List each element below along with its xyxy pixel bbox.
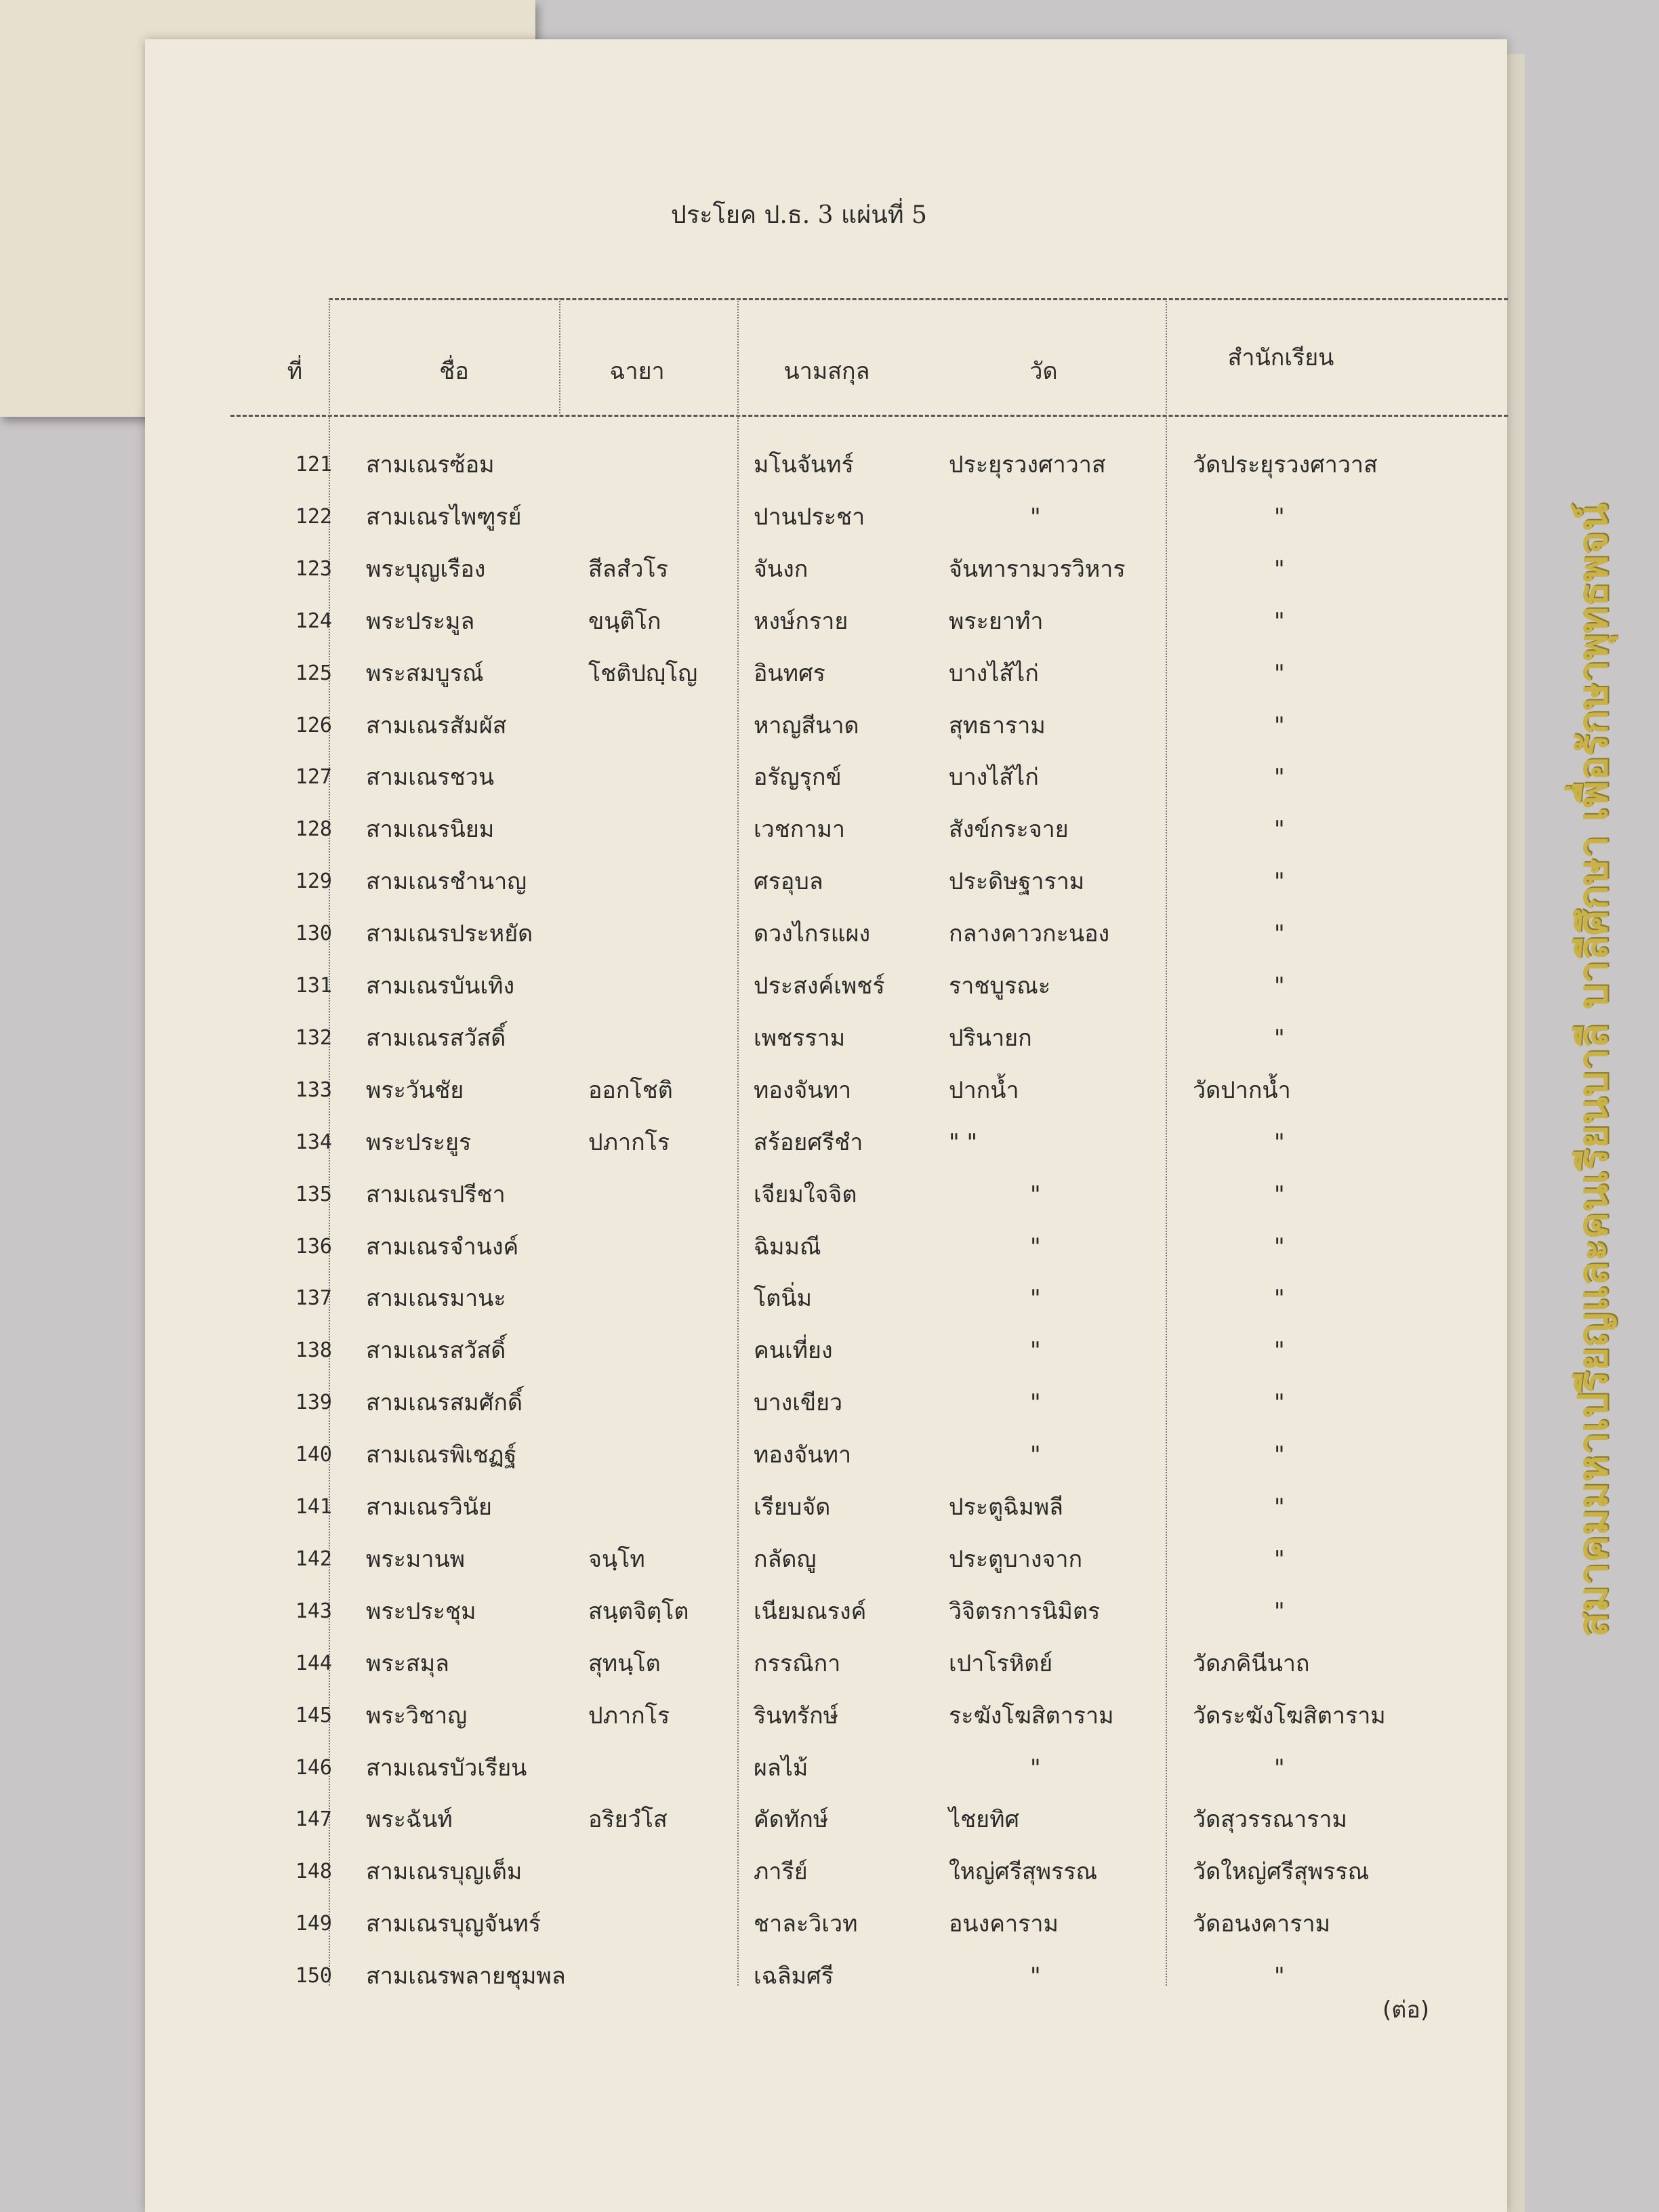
cell-surname: เวชกามา xyxy=(754,816,845,843)
cell-name: พระบุญเรือง xyxy=(366,556,486,583)
cell-surname: ฉิมมณี xyxy=(754,1233,821,1261)
cell-samnak: วัดสุวรรณาราม xyxy=(1193,1806,1347,1833)
cell-name: สามเณรบัวเรียน xyxy=(366,1755,527,1782)
cell-surname: เจียมใจจิต xyxy=(754,1181,857,1208)
cell-samnak: " xyxy=(1274,1598,1285,1625)
cell-samnak: " xyxy=(1274,1285,1285,1312)
cell-surname: อินทศร xyxy=(754,660,825,687)
cell-surname: สร้อยศรีชำ xyxy=(754,1129,863,1156)
cell-name: สามเณรบุญจันทร์ xyxy=(366,1910,541,1938)
cell-surname: หงษ์กราย xyxy=(754,608,848,635)
table-row xyxy=(0,1742,1659,1794)
cell-samnak: " xyxy=(1274,1129,1285,1156)
cell-wat: เปาโรหิตย์ xyxy=(949,1650,1053,1677)
cell-no: 130 xyxy=(295,922,332,945)
cell-samnak: " xyxy=(1274,816,1285,843)
cell-name: สามเณรพิเชฏฐ์ xyxy=(366,1441,517,1469)
cell-wat: ระฆังโฆสิตาราม xyxy=(949,1702,1114,1729)
cell-samnak: " xyxy=(1274,1546,1285,1573)
cell-name: สามเณรสวัสดิ์ xyxy=(366,1025,506,1052)
cell-wat: " xyxy=(1030,1755,1041,1782)
cell-wat: ประดิษฐาราม xyxy=(949,868,1085,895)
table-row xyxy=(0,1586,1659,1637)
header-wat: วัด xyxy=(1029,358,1058,385)
table-row xyxy=(0,596,1659,647)
cell-name: สามเณรปรีชา xyxy=(366,1181,506,1208)
cell-wat: บางไส้ไก่ xyxy=(949,764,1039,791)
cell-name: พระประมูล xyxy=(366,608,475,635)
page-title: ประโยค ป.ธ. 3 แผ่นที่ 5 xyxy=(671,201,927,229)
table-row xyxy=(0,439,1659,491)
cell-surname: เรียบจัด xyxy=(754,1494,831,1521)
cell-surname: คนเที่ยง xyxy=(754,1337,833,1364)
table-row xyxy=(0,1794,1659,1845)
continued-label: (ต่อ) xyxy=(1382,1996,1430,2024)
cell-samnak: " xyxy=(1274,764,1285,791)
cell-name: พระวันชัย xyxy=(366,1077,464,1104)
cell-samnak: " xyxy=(1274,660,1285,687)
cell-wat: ราชบูรณะ xyxy=(949,972,1051,1000)
header-samnak: สำนักเรียน xyxy=(1227,344,1334,371)
cell-name: พระประยูร xyxy=(366,1129,472,1156)
column-divider xyxy=(559,298,560,413)
cell-samnak: " xyxy=(1274,1755,1285,1782)
cell-samnak: " xyxy=(1274,504,1285,531)
cell-chaya: อริยวํโส xyxy=(588,1806,668,1833)
cell-samnak: วัดปากน้ำ xyxy=(1193,1077,1291,1104)
table-row xyxy=(0,544,1659,595)
cell-samnak: วัดอนงคาราม xyxy=(1193,1910,1331,1938)
table-row xyxy=(0,908,1659,960)
cell-chaya: ออกโชติ xyxy=(588,1077,673,1104)
cell-surname: คัดทักษ์ xyxy=(754,1806,829,1833)
cell-no: 128 xyxy=(295,817,332,841)
table-row xyxy=(0,1638,1659,1689)
header-bottom-rule xyxy=(230,415,1508,417)
cell-no: 125 xyxy=(295,661,332,685)
cell-wat: " xyxy=(1030,504,1041,531)
cell-name: สามเณรซ้อม xyxy=(366,451,495,478)
cell-samnak: " xyxy=(1274,920,1285,947)
cell-no: 135 xyxy=(295,1183,332,1206)
cell-no: 149 xyxy=(295,1912,332,1936)
cell-surname: อรัญรุกข์ xyxy=(754,764,842,791)
cell-wat: " xyxy=(1030,1181,1041,1208)
cell-samnak: " xyxy=(1274,1337,1285,1364)
cell-wat: ประยุรวงศาวาส xyxy=(949,451,1106,478)
cell-surname: ศรอุบล xyxy=(754,868,823,895)
table-row xyxy=(0,1325,1659,1376)
cell-wat: " xyxy=(1030,1441,1041,1469)
cell-surname: โตนิ่ม xyxy=(754,1285,812,1312)
cell-samnak: วัดระฆังโฆสิตาราม xyxy=(1193,1702,1386,1729)
cell-name: พระสมบูรณ์ xyxy=(366,660,484,687)
cell-chaya: ขนฺติโก xyxy=(588,608,661,635)
cell-samnak: วัดใหญ่ศรีสุพรรณ xyxy=(1193,1858,1370,1885)
table-row xyxy=(0,700,1659,752)
cell-samnak: " xyxy=(1274,712,1285,739)
cell-no: 124 xyxy=(295,609,332,633)
cell-wat: พระยาทำ xyxy=(949,608,1044,635)
table-row xyxy=(0,856,1659,907)
cell-chaya: สุทนฺโต xyxy=(588,1650,661,1677)
header-chaya: ฉายา xyxy=(609,358,665,385)
cell-wat: กลางคาวกะนอง xyxy=(949,920,1110,947)
cell-surname: เพชรราม xyxy=(754,1025,846,1052)
cell-surname: ปานประชา xyxy=(754,504,865,531)
table-row xyxy=(0,1481,1659,1533)
header-name: ชื่อ xyxy=(439,358,469,385)
cell-no: 146 xyxy=(295,1756,332,1780)
cell-wat: " xyxy=(1030,1285,1041,1312)
cell-name: พระประชุม xyxy=(366,1598,476,1625)
header-no: ที่ xyxy=(287,358,303,385)
cell-surname: มโนจันทร์ xyxy=(754,451,854,478)
cell-chaya: สนฺตจิตฺโต xyxy=(588,1598,689,1625)
cell-name: สามเณรมานะ xyxy=(366,1285,506,1312)
cell-no: 145 xyxy=(295,1704,332,1727)
cell-no: 134 xyxy=(295,1130,332,1154)
cell-chaya: สีลสํวโร xyxy=(588,556,668,583)
table-row xyxy=(0,1065,1659,1116)
cell-chaya: โชติปญฺโญ xyxy=(588,660,698,687)
table-row xyxy=(0,1221,1659,1273)
cell-surname: กลัดญู xyxy=(754,1546,817,1573)
cell-samnak: " xyxy=(1274,1389,1285,1416)
table-row xyxy=(0,1898,1659,1950)
table-row xyxy=(0,1846,1659,1898)
table-row xyxy=(0,491,1659,543)
cell-wat: " xyxy=(1030,1963,1041,1990)
table-row xyxy=(0,1169,1659,1221)
cell-samnak: " xyxy=(1274,556,1285,583)
cell-no: 148 xyxy=(295,1860,332,1883)
cell-no: 136 xyxy=(295,1235,332,1258)
cell-no: 143 xyxy=(295,1599,332,1623)
table-row xyxy=(0,1012,1659,1064)
cell-surname: ภารีย์ xyxy=(754,1858,808,1885)
cell-chaya: จนฺโท xyxy=(588,1546,645,1573)
cell-wat: สังข์กระจาย xyxy=(949,816,1069,843)
cell-name: สามเณรบุญเต็ม xyxy=(366,1858,523,1885)
cell-surname: ทองจันทา xyxy=(754,1441,852,1469)
cell-name: สามเณรวินัย xyxy=(366,1494,492,1521)
cell-wat: ปากน้ำ xyxy=(949,1077,1019,1104)
table-row xyxy=(0,1534,1659,1585)
cell-name: สามเณรจำนงค์ xyxy=(366,1233,519,1261)
cell-surname: เนียมณรงค์ xyxy=(754,1598,867,1625)
cell-surname: หาญสีนาด xyxy=(754,712,859,739)
cell-surname: เฉลิมศรี xyxy=(754,1963,834,1990)
cell-samnak: " xyxy=(1274,1963,1285,1990)
cell-surname: จันงก xyxy=(754,556,808,583)
cell-wat: " " xyxy=(949,1129,978,1156)
cell-wat: อนงคาราม xyxy=(949,1910,1059,1938)
table-row xyxy=(0,1429,1659,1481)
cell-surname: ทองจันทา xyxy=(754,1077,852,1104)
cell-name: สามเณรชำนาญ xyxy=(366,868,527,895)
cell-no: 132 xyxy=(295,1026,332,1050)
cell-wat: ประตูฉิมพลี xyxy=(949,1494,1064,1521)
header-top-rule xyxy=(329,298,1508,300)
cell-name: สามเณรพลายชุมพล xyxy=(366,1963,566,1990)
cell-surname: ชาละวิเวท xyxy=(754,1910,858,1938)
cell-name: สามเณรไพฑูรย์ xyxy=(366,504,522,531)
cell-no: 129 xyxy=(295,869,332,893)
cell-no: 142 xyxy=(295,1547,332,1571)
cell-samnak: วัดภคินีนาถ xyxy=(1193,1650,1310,1677)
cell-wat: ประตูบางจาก xyxy=(949,1546,1083,1573)
cell-no: 141 xyxy=(295,1495,332,1519)
cell-wat: ใหญ่ศรีสุพรรณ xyxy=(949,1858,1098,1885)
cell-name: พระมานพ xyxy=(366,1546,466,1573)
table-row xyxy=(0,1377,1659,1429)
cell-samnak: " xyxy=(1274,1181,1285,1208)
cell-surname: รินทรักษ์ xyxy=(754,1702,839,1729)
cell-no: 150 xyxy=(295,1964,332,1988)
cell-wat: จันทารามวรวิหาร xyxy=(949,556,1126,583)
cell-wat: ไชยทิศ xyxy=(949,1806,1020,1833)
cell-no: 140 xyxy=(295,1443,332,1467)
table-row xyxy=(0,648,1659,699)
cell-wat: สุทธาราม xyxy=(949,712,1046,739)
cell-no: 123 xyxy=(295,557,332,581)
cell-no: 127 xyxy=(295,765,332,789)
table-row xyxy=(0,960,1659,1012)
cell-samnak: " xyxy=(1274,868,1285,895)
cell-surname: ประสงค์เพชร์ xyxy=(754,972,885,1000)
cell-wat: บางไส้ไก่ xyxy=(949,660,1039,687)
cell-chaya: ปภากโร xyxy=(588,1702,670,1729)
cell-name: สามเณรนิยม xyxy=(366,816,495,843)
table-row xyxy=(0,804,1659,855)
cell-samnak: " xyxy=(1274,1441,1285,1469)
cell-surname: ดวงไกรแผง xyxy=(754,920,871,947)
table-row xyxy=(0,1273,1659,1324)
cell-no: 147 xyxy=(295,1807,332,1831)
watermark xyxy=(1525,434,1659,1708)
cell-samnak: " xyxy=(1274,1494,1285,1521)
cell-wat: " xyxy=(1030,1337,1041,1364)
cell-no: 144 xyxy=(295,1652,332,1675)
cell-samnak: " xyxy=(1274,1233,1285,1261)
cell-samnak: " xyxy=(1274,972,1285,1000)
cell-no: 126 xyxy=(295,714,332,737)
cell-surname: กรรณิกา xyxy=(754,1650,841,1677)
cell-no: 121 xyxy=(295,453,332,476)
cell-samnak: " xyxy=(1274,1025,1285,1052)
cell-name: พระสมุล xyxy=(366,1650,449,1677)
cell-no: 131 xyxy=(295,974,332,998)
header-surname: นามสกุล xyxy=(783,358,870,385)
cell-no: 139 xyxy=(295,1391,332,1414)
watermark-text: สมาคมมหาเปรียญและคนเรียนบาลี บาลีศึกษา เพื่อรักษาพุทธพจน์ xyxy=(1569,504,1617,1638)
cell-surname: ผลไม้ xyxy=(754,1755,808,1782)
cell-name: สามเณรชวน xyxy=(366,764,495,791)
cell-surname: บางเขียว xyxy=(754,1389,843,1416)
cell-name: สามเณรสมศักดิ์ xyxy=(366,1389,523,1416)
cell-samnak: " xyxy=(1274,608,1285,635)
cell-no: 138 xyxy=(295,1338,332,1362)
cell-wat: " xyxy=(1030,1233,1041,1261)
cell-name: พระวิชาญ xyxy=(366,1702,468,1729)
cell-wat: วิจิตรการนิมิตร xyxy=(949,1598,1101,1625)
cell-samnak: วัดประยุรวงศาวาส xyxy=(1193,451,1378,478)
cell-chaya: ปภากโร xyxy=(588,1129,670,1156)
cell-no: 122 xyxy=(295,505,332,529)
cell-name: สามเณรสัมผัส xyxy=(366,712,507,739)
cell-name: สามเณรบันเทิง xyxy=(366,972,515,1000)
cell-no: 137 xyxy=(295,1286,332,1310)
table-row xyxy=(0,752,1659,803)
cell-wat: ปรินายก xyxy=(949,1025,1032,1052)
cell-name: สามเณรประหยัด xyxy=(366,920,533,947)
table-row xyxy=(0,1117,1659,1168)
cell-no: 133 xyxy=(295,1078,332,1102)
table-row xyxy=(0,1690,1659,1742)
cell-name: สามเณรสวัสดิ์ xyxy=(366,1337,506,1364)
cell-wat: " xyxy=(1030,1389,1041,1416)
cell-name: พระฉันท์ xyxy=(366,1806,453,1833)
